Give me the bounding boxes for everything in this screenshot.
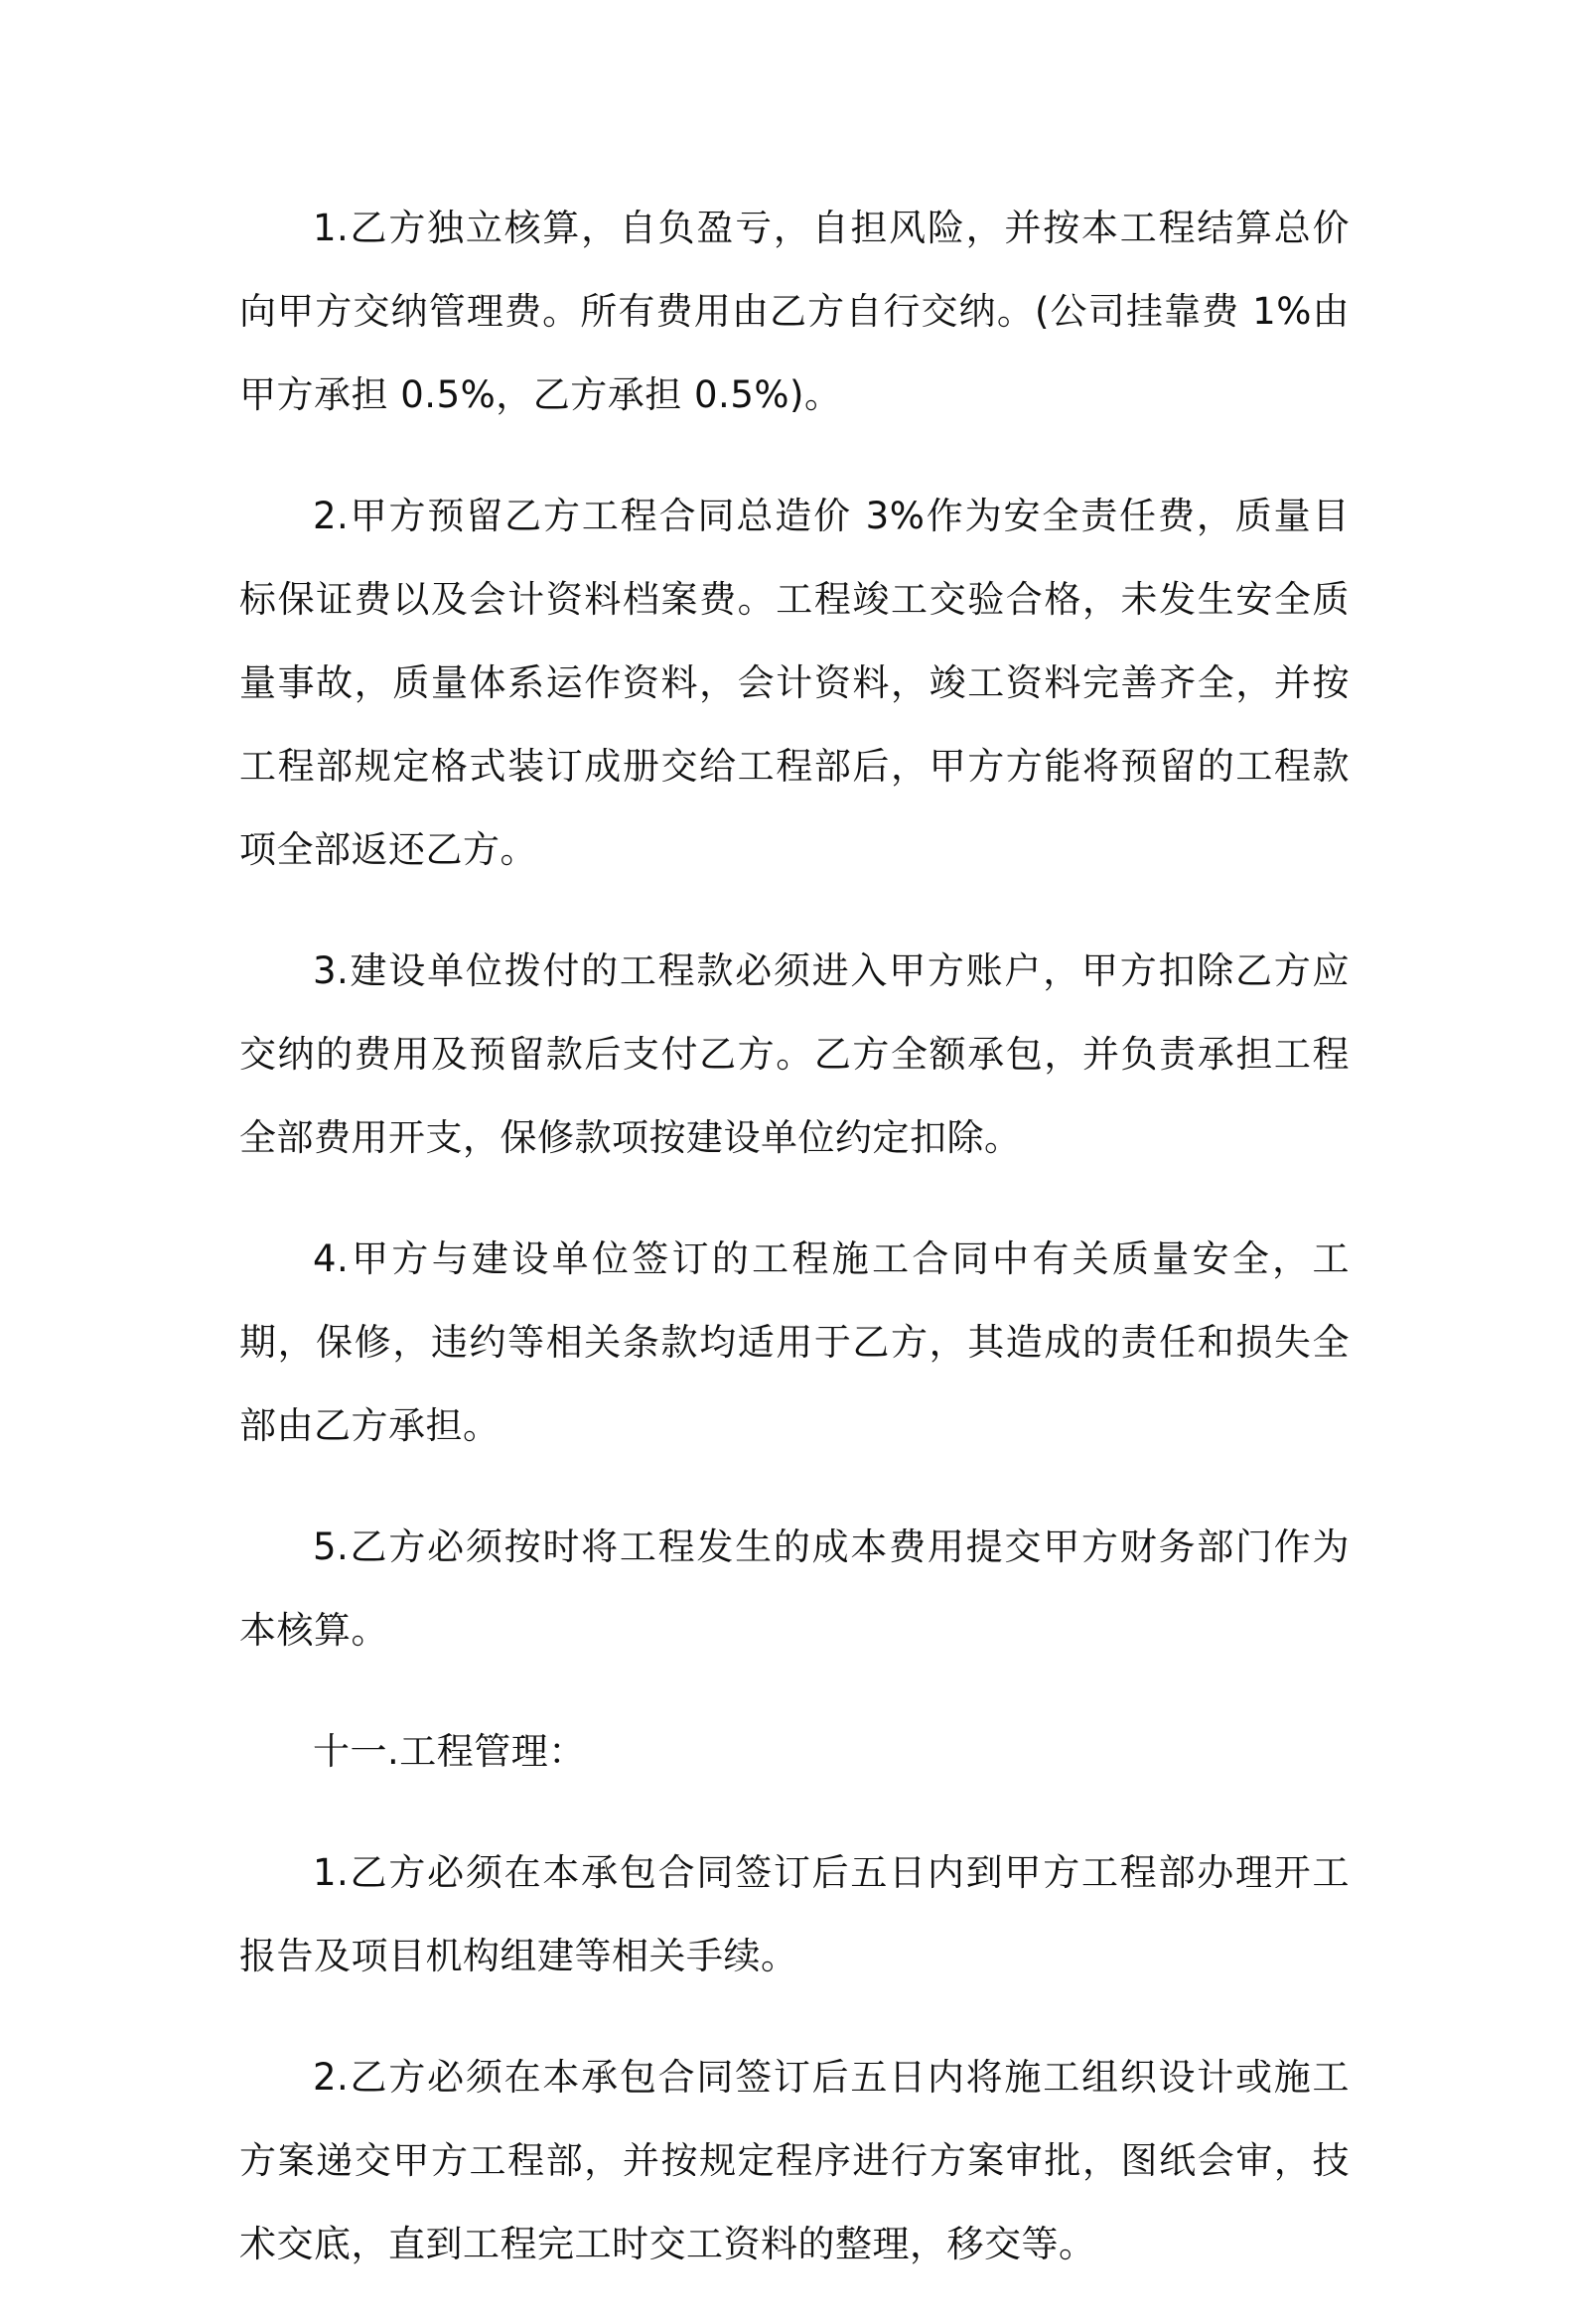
paragraph-management-2: 2.乙方必须在本承包合同签订后五日内将施工组织设计或施工方案递交甲方工程部，并按规定程序进行方案审批，图纸会审，技术交底，直到工程完工时交工资料的整理，移交等。: [239, 2056, 1350, 2265]
paragraph-fee-5: 5.乙方必须按时将工程发生的成本费用提交甲方财务部门作为本核算。: [239, 1525, 1350, 1652]
paragraph-fee-4: 4.甲方与建设单位签订的工程施工合同中有关质量安全，工期，保修，违约等相关条款均适用于乙方，其造成的责任和损失全部由乙方承担。: [239, 1237, 1350, 1447]
paragraph-fee-1: 1.乙方独立核算，自负盈亏，自担风险，并按本工程结算总价向甲方交纳管理费。所有费用由乙方自行交纳。(公司挂靠费 1%由甲方承担 0.5%，乙方承担 0.5%)。: [239, 207, 1350, 416]
paragraph-fee-3: 3.建设单位拨付的工程款必须进入甲方账户，甲方扣除乙方应交纳的费用及预留款后支付乙方。乙方全额承包，并负责承担工程全部费用开支，保修款项按建设单位约定扣除。: [239, 949, 1350, 1159]
document-body: [239, 187, 1350, 2324]
paragraph-management-1: 1.乙方必须在本承包合同签订后五日内到甲方工程部办理开工报告及项目机构组建等相关手续。: [239, 1851, 1350, 1977]
paragraph-fee-2: 2.甲方预留乙方工程合同总造价 3%作为安全责任费，质量目标保证费以及会计资料档案费。工程竣工交验合格，未发生安全质量事故，质量体系运作资料，会计资料，竣工资料完善齐全，并按工程部规定格式装订成册交给工程部后，甲方方能将预留的工程款项全部返还乙方。: [239, 495, 1350, 871]
section-heading-project-management: 十一.工程管理：: [313, 1730, 586, 1773]
